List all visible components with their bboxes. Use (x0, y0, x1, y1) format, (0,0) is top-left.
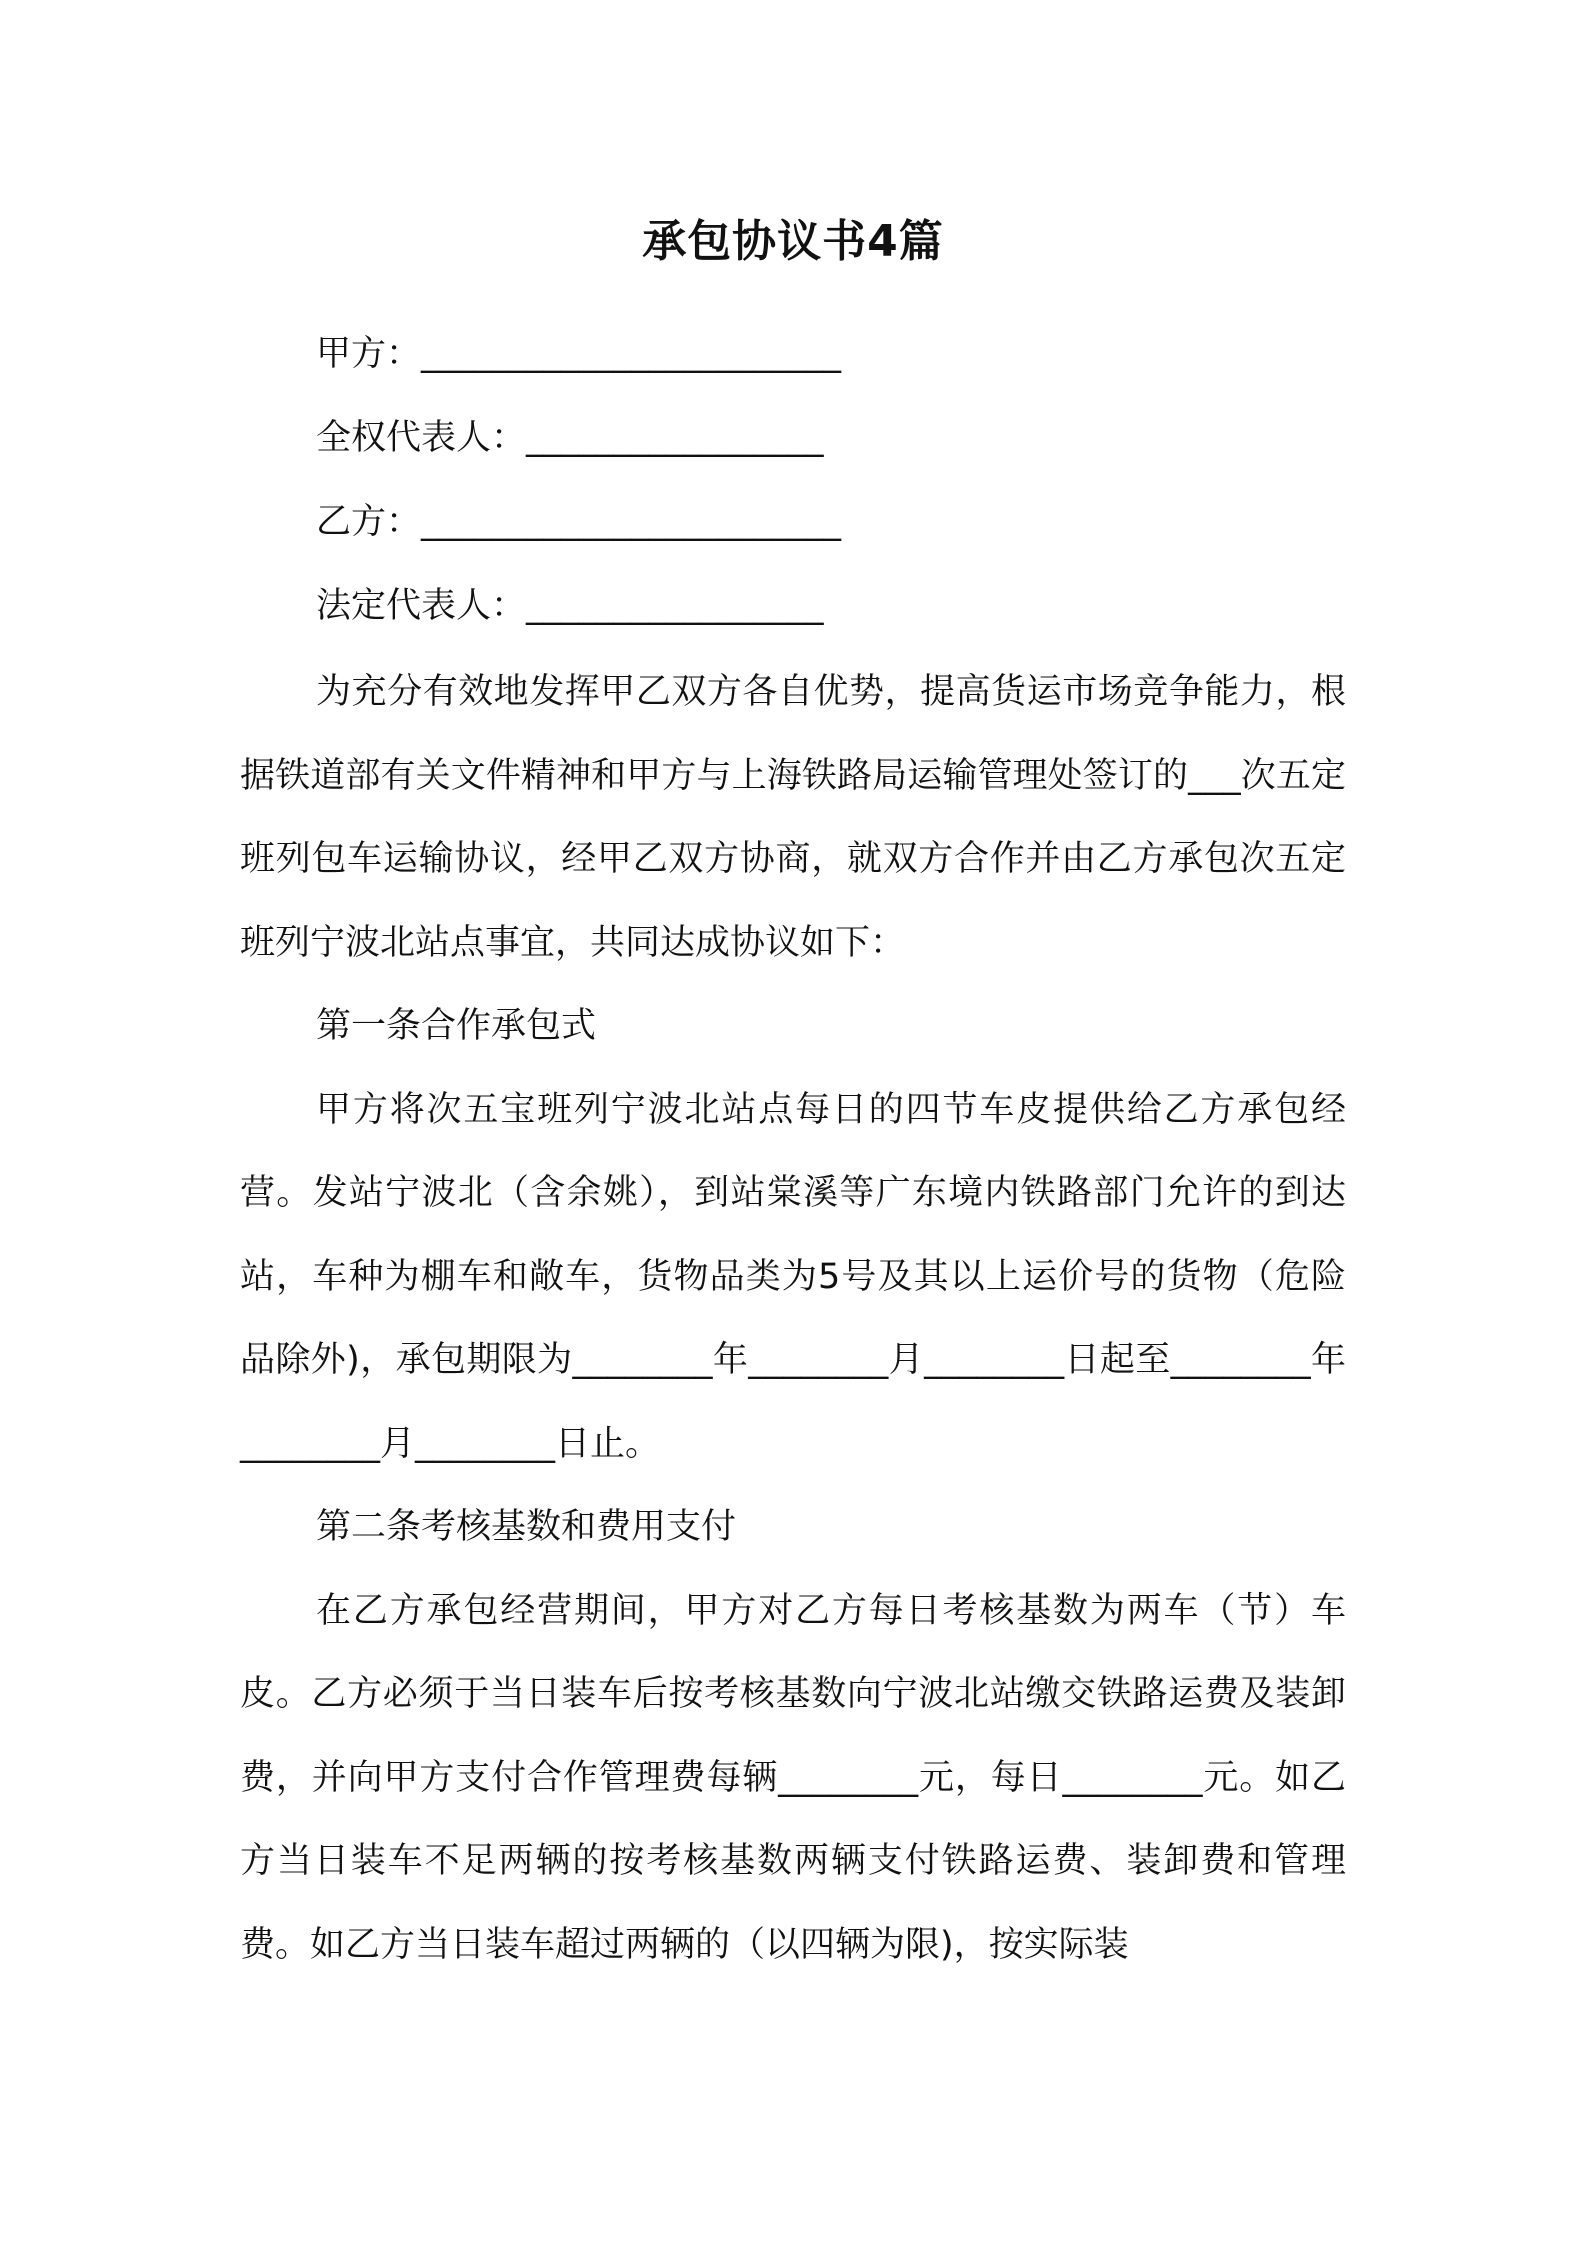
party-a-field: 甲方：________________________ (316, 334, 842, 374)
party-b-field: 乙方：________________________ (316, 502, 842, 542)
document-title: 承包协议书4篇 (642, 216, 944, 267)
document-body (240, 651, 1346, 1987)
article-1-heading: 第一条合作承包式 (316, 1006, 597, 1046)
article-2-paragraph: 在乙方承包经营期间，甲方对乙方每日考核基数为两车（节）车皮。乙方必须于当日装车后按考核基数向宁波北站缴交铁路运费及装卸费，并向甲方支付合作管理费每辆________元，每日________元。如乙方当日装车不足两辆的按考核基数两辆支付铁路运费、装卸费和管理费。如乙方当日装车超过两辆的（以四辆为限)，按实际装 (240, 1590, 1346, 1965)
authorized-representative-field: 全权代表人：_________________ (316, 418, 824, 458)
article-2-heading: 第二条考核基数和费用支付 (316, 1507, 737, 1547)
intro-paragraph: 为充分有效地发挥甲乙双方各自优势，提高货运市场竞争能力，根据铁道部有关文件精神和甲方与上海铁路局运输管理处签订的___次五定班列包车运输协议，经甲乙双方协商，就双方合作并由乙方承包次五定班列宁波北站点事宜，共同达成协议如下： (240, 672, 1346, 963)
article-1-paragraph: 甲方将次五宝班列宁波北站点每日的四节车皮提供给乙方承包经营。发站宁波北（含余姚），到站棠溪等广东境内铁路部门允许的到达站，车种为棚车和敞车，货物品类为5号及其以上运价号的货物（危险品除外)，承包期限为________年________月________日起至________年________月________日止。 (240, 1089, 1346, 1464)
legal-representative-field: 法定代表人：_________________ (316, 586, 824, 626)
